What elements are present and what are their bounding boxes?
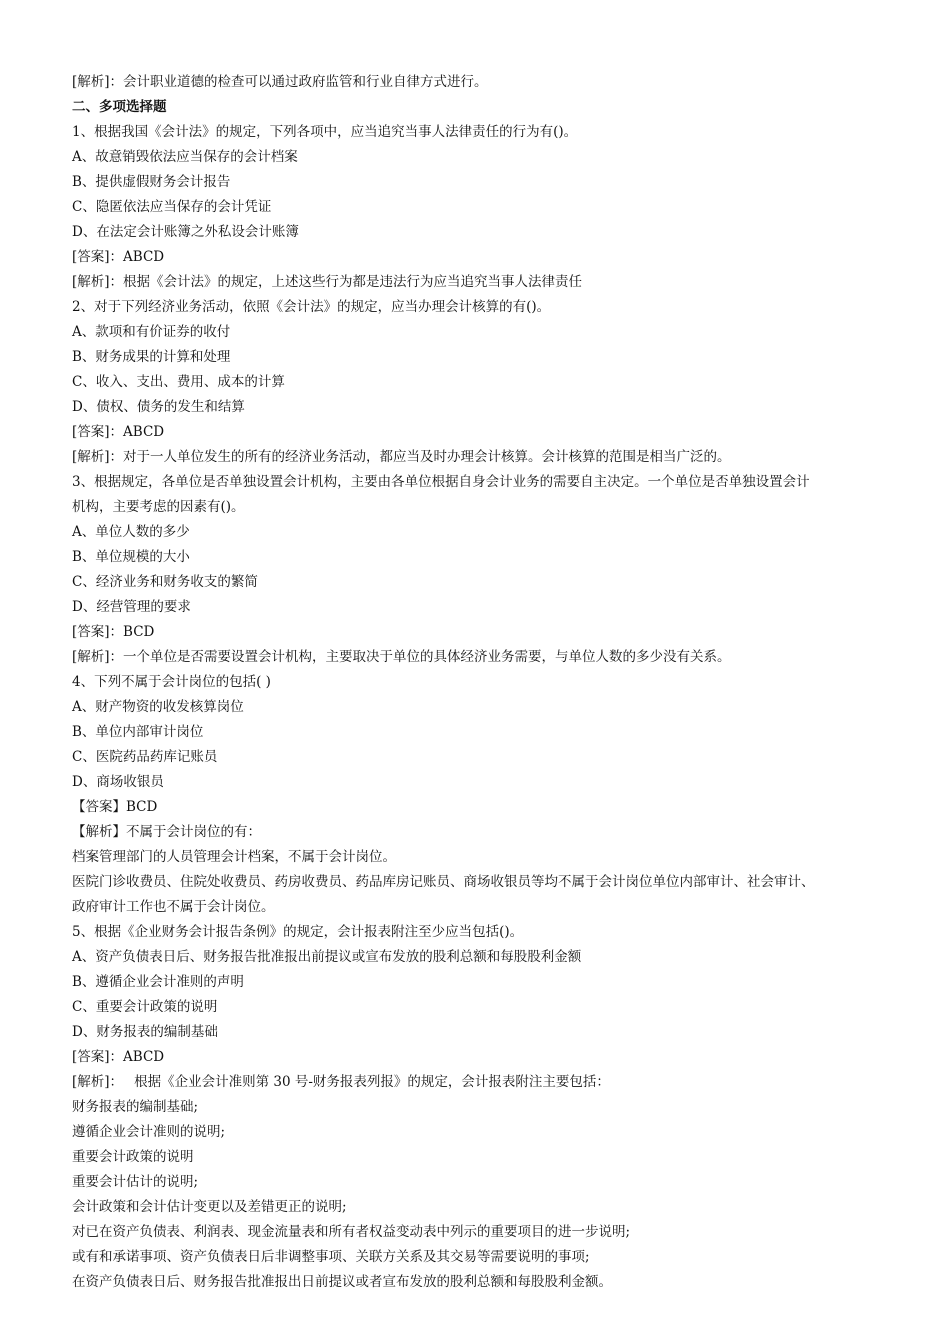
text-line: [答案]：ABCD (72, 424, 165, 440)
text-line: [解析]： 根据《企业会计准则第 30 号-财务报表列报》的规定，会计报表附注主要包括： (72, 1074, 610, 1090)
text-line: C、经济业务和财务收支的繁简 (72, 574, 258, 590)
text-line: [解析]：一个单位是否需要设置会计机构，主要取决于单位的具体经济业务需要，与单位人数的多少没有关系。 (72, 649, 731, 665)
text-line: 1、根据我国《会计法》的规定，下列各项中，应当追究当事人法律责任的行为有()。 (72, 124, 578, 140)
text-line: 3、根据规定，各单位是否单独设置会计机构，主要由各单位根据自身会计业务的需要自主决定。一个单位是否单独设置会计 (72, 474, 810, 490)
text-line: B、提供虚假财务会计报告 (72, 174, 231, 190)
text-line: 对已在资产负债表、利润表、现金流量表和所有者权益变动表中列示的重要项目的进一步说明; (72, 1224, 631, 1240)
text-line: [解析]：根据《会计法》的规定，上述这些行为都是违法行为应当追究当事人法律责任 (72, 274, 583, 290)
text-line: A、单位人数的多少 (72, 524, 190, 540)
text-line: [解析]：会计职业道德的检查可以通过政府监管和行业自律方式进行。 (72, 74, 488, 90)
text-line: 会计政策和会计估计变更以及差错更正的说明; (72, 1199, 347, 1215)
text-line: 5、根据《企业财务会计报告条例》的规定，会计报表附注至少应当包括()。 (72, 924, 524, 940)
text-line: C、重要会计政策的说明 (72, 999, 218, 1015)
text-line: D、商场收银员 (72, 774, 164, 790)
text-line: C、医院药品药库记账员 (72, 749, 218, 765)
text-line: 重要会计政策的说明 (72, 1149, 194, 1165)
text-line: [答案]：ABCD (72, 1049, 165, 1065)
document-page (72, 70, 872, 1295)
text-line: B、单位规模的大小 (72, 549, 190, 565)
text-line: 重要会计估计的说明; (72, 1174, 199, 1190)
text-line: 政府审计工作也不属于会计岗位。 (72, 899, 275, 915)
text-line: 机构，主要考虑的因素有()。 (72, 499, 245, 515)
text-line: A、故意销毁依法应当保存的会计档案 (72, 149, 298, 165)
text-line: 在资产负债表日后、财务报告批准报出日前提议或者宣布发放的股利总额和每股股利金额。 (72, 1274, 612, 1290)
text-line: B、单位内部审计岗位 (72, 724, 204, 740)
text-line: D、债权、债务的发生和结算 (72, 399, 245, 415)
text-line: C、隐匿依法应当保存的会计凭证 (72, 199, 272, 215)
text-line: 财务报表的编制基础; (72, 1099, 199, 1115)
text-line: [解析]：对于一人单位发生的所有的经济业务活动，都应当及时办理会计核算。会计核算的范围是相当广泛的。 (72, 449, 731, 465)
text-line: [答案]：BCD (72, 624, 155, 640)
text-line: A、款项和有价证券的收付 (72, 324, 231, 340)
text-line: 遵循企业会计准则的说明; (72, 1124, 226, 1140)
section-heading: 二、多项选择题 (72, 99, 167, 115)
text-line: B、财务成果的计算和处理 (72, 349, 231, 365)
text-line: D、经营管理的要求 (72, 599, 191, 615)
text-line: 2、对于下列经济业务活动，依照《会计法》的规定，应当办理会计核算的有()。 (72, 299, 551, 315)
text-line: 【解析】不属于会计岗位的有： (72, 824, 261, 840)
text-line: 医院门诊收费员、住院处收费员、药房收费员、药品库房记账员、商场收银员等均不属于会计岗位单位内部审计、社会审计、 (72, 874, 815, 890)
text-line: 4、下列不属于会计岗位的包括( ) (72, 674, 271, 690)
text-line: A、财产物资的收发核算岗位 (72, 699, 244, 715)
text-line: 或有和承诺事项、资产负债表日后非调整事项、关联方关系及其交易等需要说明的事项; (72, 1249, 590, 1265)
text-line: B、遵循企业会计准则的声明 (72, 974, 244, 990)
text-line: D、在法定会计账簿之外私设会计账簿 (72, 224, 299, 240)
text-line: 【答案】BCD (72, 799, 158, 815)
text-line: A、资产负债表日后、财务报告批准报出前提议或宣布发放的股利总额和每股股利金额 (72, 949, 582, 965)
text-line: [答案]：ABCD (72, 249, 165, 265)
text-line: C、收入、支出、费用、成本的计算 (72, 374, 285, 390)
text-line: 档案管理部门的人员管理会计档案，不属于会计岗位。 (72, 849, 396, 865)
text-line: D、财务报表的编制基础 (72, 1024, 218, 1040)
